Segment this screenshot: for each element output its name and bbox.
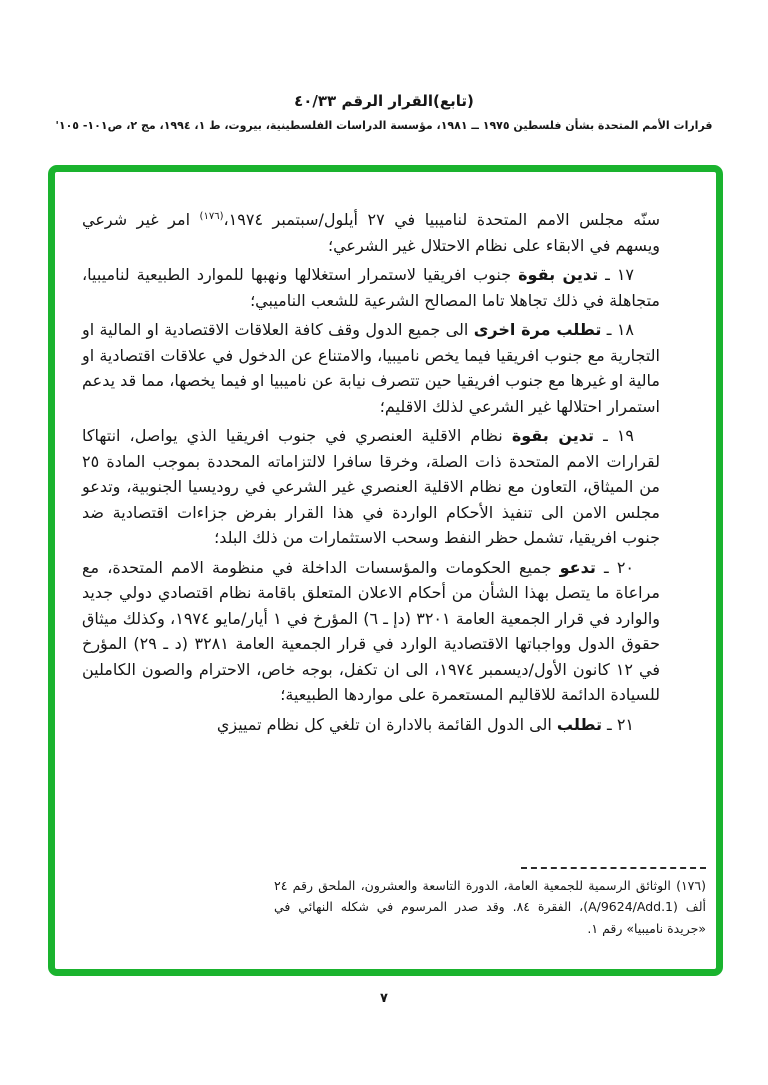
paragraph-lead: تطلب مرة اخرى: [473, 320, 602, 339]
paragraph-lead: تدعو: [559, 557, 596, 577]
source-citation: قرارات الأمم المتحدة بشأن فلسطين ١٩٧٥ ــ ١٩٨١، مؤسسة الدراسات الفلسطينية، بيروت، ط ١، ١٩٩٤، مج ٢، ص١٠١- ١٠٥': [55, 119, 713, 132]
paragraph-text: الى الدول القائمة بالادارة ان تلغي كل نظام تمييزي: [216, 714, 557, 734]
paragraph-text: الى جميع الدول وقف كافة العلاقات الاقتصادية او المالية او التجارية مع جنوب افريقيا فيما يخص ناميبيا، والامتناع عن الدخول في علاقات اقتصادية او مالية او غيرها مع جنوب افريقيا حين تتصرف نيابة عن ناميبيا او فيما يخصها، مما قد يدعم استمرار احتلالها غير الشرعي لذلك الاقليم؛: [82, 320, 660, 416]
footnote-reference-marker: (١٧٦): [199, 211, 224, 222]
resolution-title: (تابع)القرار الرقم ٤٠/٣٣: [294, 92, 474, 110]
paragraph-number: ٢١ ـ: [601, 714, 634, 734]
paragraph-19: [82, 423, 660, 551]
paragraph-text: نظام الاقلية العنصري في جنوب افريقيا الذي يواصل، انتهاكا لقرارات الامم المتحدة ذات الصلة، وخرقا سافرا لالتزاماته المحددة بموجب المادة ٢٥ من الميثاق، التعاون مع نظام الاقلية العنصري غير الشرعي في روديسيا الجنوبية، وتدعو مجلس الامن الى تنفيذ الأحكام الواردة في هذا القرار بفرض جزاءات اقتصادية ضد جنوب افريقيا، تشمل حظر النفط وسحب الاستثمارات من ذلك البلد؛: [82, 426, 660, 547]
paragraph-17: [82, 262, 660, 313]
intro-text: سنّه مجلس الامم المتحدة لناميبيا في ٢٧ أيلول/سبتمبر ١٩٧٤،: [223, 210, 660, 229]
paragraph-intro: [82, 207, 660, 258]
paragraph-lead: تدين بقوة: [518, 265, 599, 284]
footnote-block: [274, 867, 706, 940]
paragraph-21: [82, 712, 660, 738]
paragraph-18: [82, 317, 660, 419]
paragraph-text: جنوب افريقيا لاستمرار استغلالها ونهبها للموارد الطبيعية لناميبيا، متجاهلة في ذلك تجاهلا تاما المصالح الشرعية للشعب الناميبي؛: [82, 265, 660, 310]
paragraph-lead: تطلب: [556, 714, 602, 734]
paragraph-number: ٢٠ ـ: [595, 557, 635, 577]
resolution-body: [82, 207, 660, 737]
paragraph-number: ١٧ ـ: [598, 265, 634, 284]
footnote-separator-rule: [521, 867, 706, 869]
green-highlight-frame: [48, 165, 723, 976]
paragraph-20: [82, 555, 660, 708]
footnote-text: (١٧٦) الوثائق الرسمية للجمعية العامة، الدورة التاسعة والعشرون، الملحق رقم ٢٤ ألف (A/9624/Add.1)، الفقرة ٨٤. وقد صدر المرسوم في شكله النهائي في «جريدة ناميبيا» رقم ١.: [274, 877, 706, 936]
paragraph-lead: تدين بقوة: [511, 426, 595, 445]
paragraph-text: جميع الحكومات والمؤسسات الداخلة في منظومة الامم المتحدة، مع مراعاة ما يتصل بهذا الشأن من أحكام الاعلان المتعلق باقامة نظام اقتصادي دولي جديد والوارد في قرار الجمعية العامة ٣٢٠١ (دإ ـ ٦) المؤرخ في ١ أيار/مايو ١٩٧٤، وكذلك ميثاق حقوق الدول وواجباتها الاقتصادية الوارد في قرار الجمعية العامة ٣٢٨١ (د ـ ٢٩) المؤرخ في ١٢ كانون الأول/ديسمبر ١٩٧٤، الى ان تكفل، بوجه خاص، الاحترام والصون الكاملين للسيادة الدائمة للاقاليم المستعمرة على مواردها الطبيعية؛: [82, 557, 661, 704]
page-header: [0, 92, 768, 132]
page-number: ٧: [380, 991, 388, 1006]
paragraph-number: ١٩ ـ: [594, 426, 634, 445]
paragraph-number: ١٨ ـ: [601, 320, 635, 339]
intro-text-continuation: امر غير شرعي ويسهم في الابقاء على نظام الاحتلال غير الشرعي؛: [82, 210, 660, 255]
